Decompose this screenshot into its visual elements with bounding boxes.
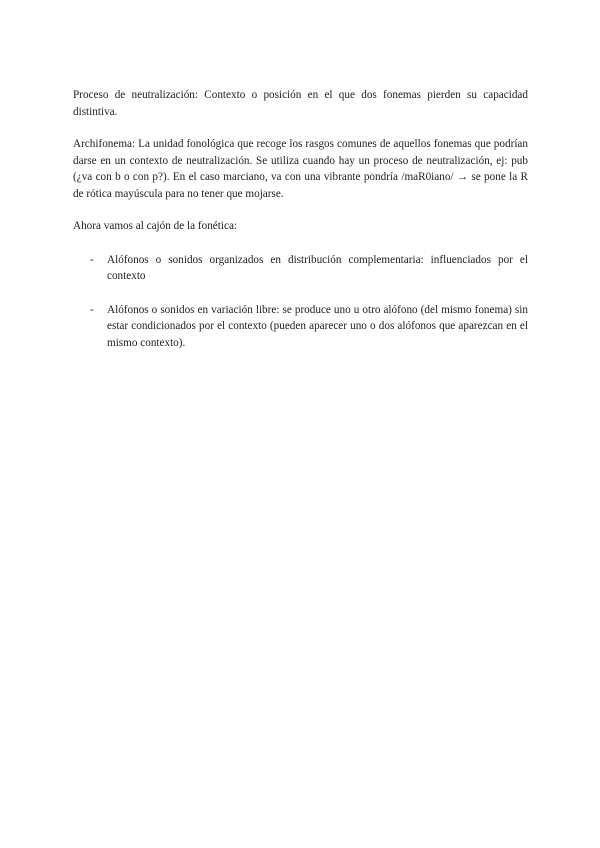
bullet-marker: - xyxy=(90,303,94,316)
list-item xyxy=(73,302,528,352)
bullet-marker: - xyxy=(90,253,94,266)
list-item xyxy=(73,252,528,285)
document-body xyxy=(73,87,528,368)
paragraph-neutralizacion: Proceso de neutralización: Contexto o posición en el que dos fonemas pierden su capacidad distintiva. xyxy=(73,89,528,118)
list-item-text: Alófonos o sonidos organizados en distribución complementaria: influenciados por el contexto xyxy=(107,253,528,282)
paragraph-fonetica-intro: Ahora vamos al cajón de la fonética: xyxy=(73,220,238,232)
list-item-text: Alófonos o sonidos en variación libre: se produce uno u otro alófono (del mismo fonema) sin estar condicionados por el contexto (pueden aparecer uno o dos alófonos que aparezcan en el mismo contexto). xyxy=(107,303,528,349)
bullet-list xyxy=(73,252,528,352)
paragraph-archifonema: Archifonema: La unidad fonológica que recoge los rasgos comunes de aquellos fonemas que podrían darse en un contexto de neutralización. Se utiliza cuando hay un proceso de neutralización, ej: pub (¿va con b o con p?). En el caso marciano, va con una vibrante pondría /maR0iano/ → se pone la R de rótica mayúscula para no tener que mojarse. xyxy=(73,138,528,200)
